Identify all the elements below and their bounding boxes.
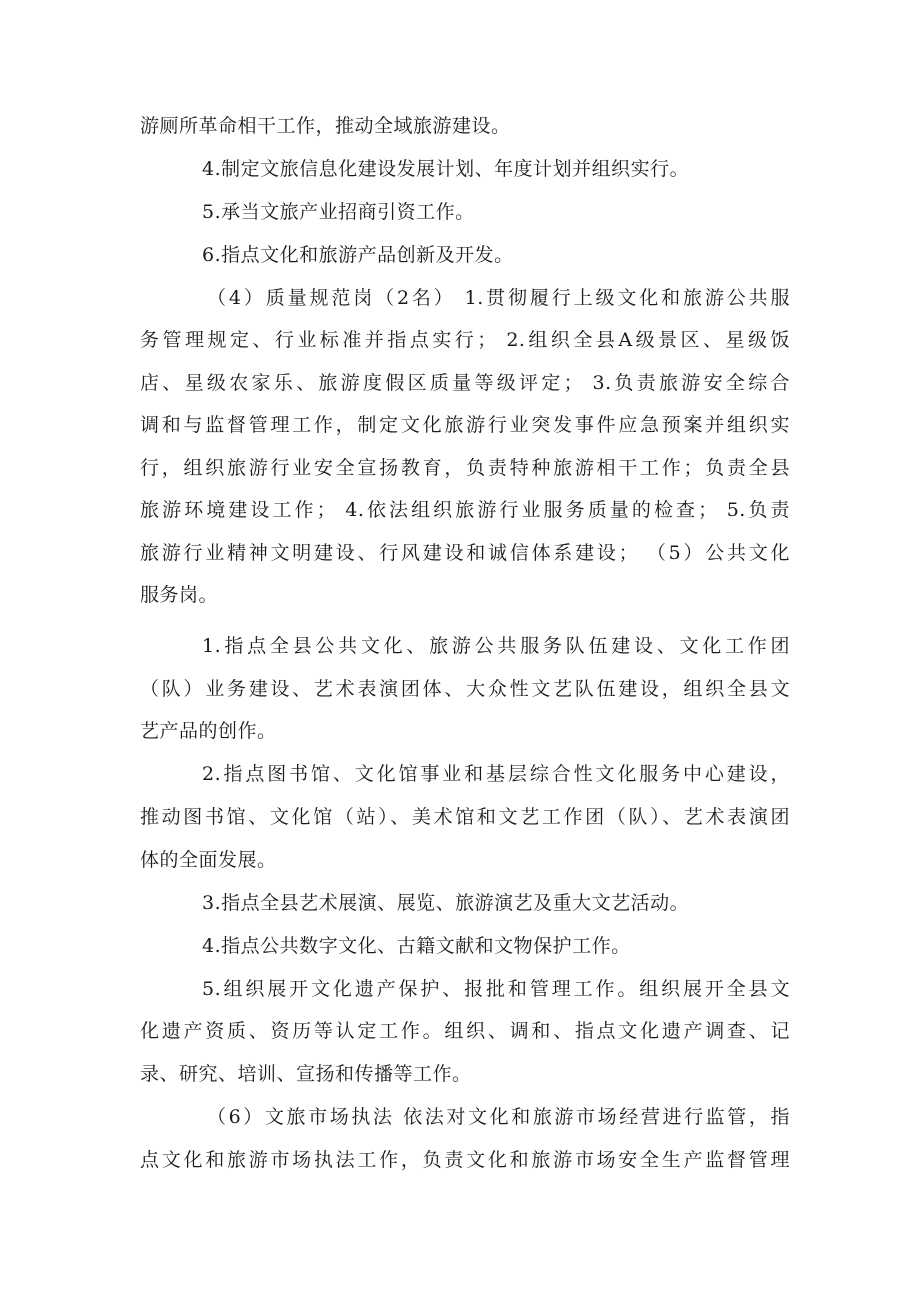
text-line-15: 艺产品的创作。 xyxy=(140,720,277,742)
text-line-6: 务管理规定、行业标准并指点实行； 2.组织全县A级景区、星级饭 xyxy=(140,329,790,351)
text-line-22: 化遗产资质、资历等认定工作。组织、调和、指点文化遗产调查、记 xyxy=(140,1020,790,1042)
text-line-8: 调和与监督管理工作，制定文化旅游行业突发事件应急预案并组织实 xyxy=(140,414,790,436)
text-line-4: 6.指点文化和旅游产品创新及开发。 xyxy=(202,244,514,266)
text-line-14: （队）业务建设、艺术表演团体、大众性文艺队伍建设，组织全县文 xyxy=(140,678,790,700)
text-line-11: 旅游行业精神文明建设、行风建设和诚信体系建设； （5）公共文化 xyxy=(140,542,790,564)
text-line-2: 4.制定文旅信息化建设发展计划、年度计划并组织实行。 xyxy=(202,158,690,180)
text-line-5: （4）质量规范岗（2名） 1.贯彻履行上级文化和旅游公共服 xyxy=(207,287,790,309)
text-line-3: 5.承当文旅产业招商引资工作。 xyxy=(202,201,475,223)
text-line-17: 推动图书馆、文化馆（站）、美术馆和文艺工作团（队）、艺术表演团 xyxy=(140,806,790,828)
text-line-1: 游厕所革命相干工作，推动全域旅游建设。 xyxy=(140,115,511,137)
text-line-16: 2.指点图书馆、文化馆事业和基层综合性文化服务中心建设， xyxy=(202,763,790,785)
text-line-20: 4.指点公共数字文化、古籍文献和文物保护工作。 xyxy=(202,935,631,957)
text-line-12: 服务岗。 xyxy=(140,584,219,606)
text-line-18: 体的全面发展。 xyxy=(140,849,277,871)
text-line-23: 录、研究、培训、宣扬和传播等工作。 xyxy=(140,1063,472,1085)
text-line-19: 3.指点全县艺术展演、展览、旅游演艺及重大文艺活动。 xyxy=(202,892,690,914)
text-line-7: 店、星级农家乐、旅游度假区质量等级评定； 3.负责旅游安全综合 xyxy=(140,372,790,394)
text-line-25: 点文化和旅游市场执法工作，负责文化和旅游市场安全生产监督管理 xyxy=(140,1149,790,1171)
text-line-21: 5.组织展开文化遗产保护、报批和管理工作。组织展开全县文 xyxy=(202,978,790,1000)
text-line-9: 行，组织旅游行业安全宣扬教育，负责特种旅游相干工作；负责全县 xyxy=(140,457,790,479)
text-line-13: 1.指点全县公共文化、旅游公共服务队伍建设、文化工作团 xyxy=(202,635,790,657)
text-line-10: 旅游环境建设工作； 4.依法组织旅游行业服务质量的检查； 5.负责 xyxy=(140,499,790,521)
text-line-24: （6）文旅市场执法 依法对文化和旅游市场经营进行监管，指 xyxy=(207,1106,790,1128)
